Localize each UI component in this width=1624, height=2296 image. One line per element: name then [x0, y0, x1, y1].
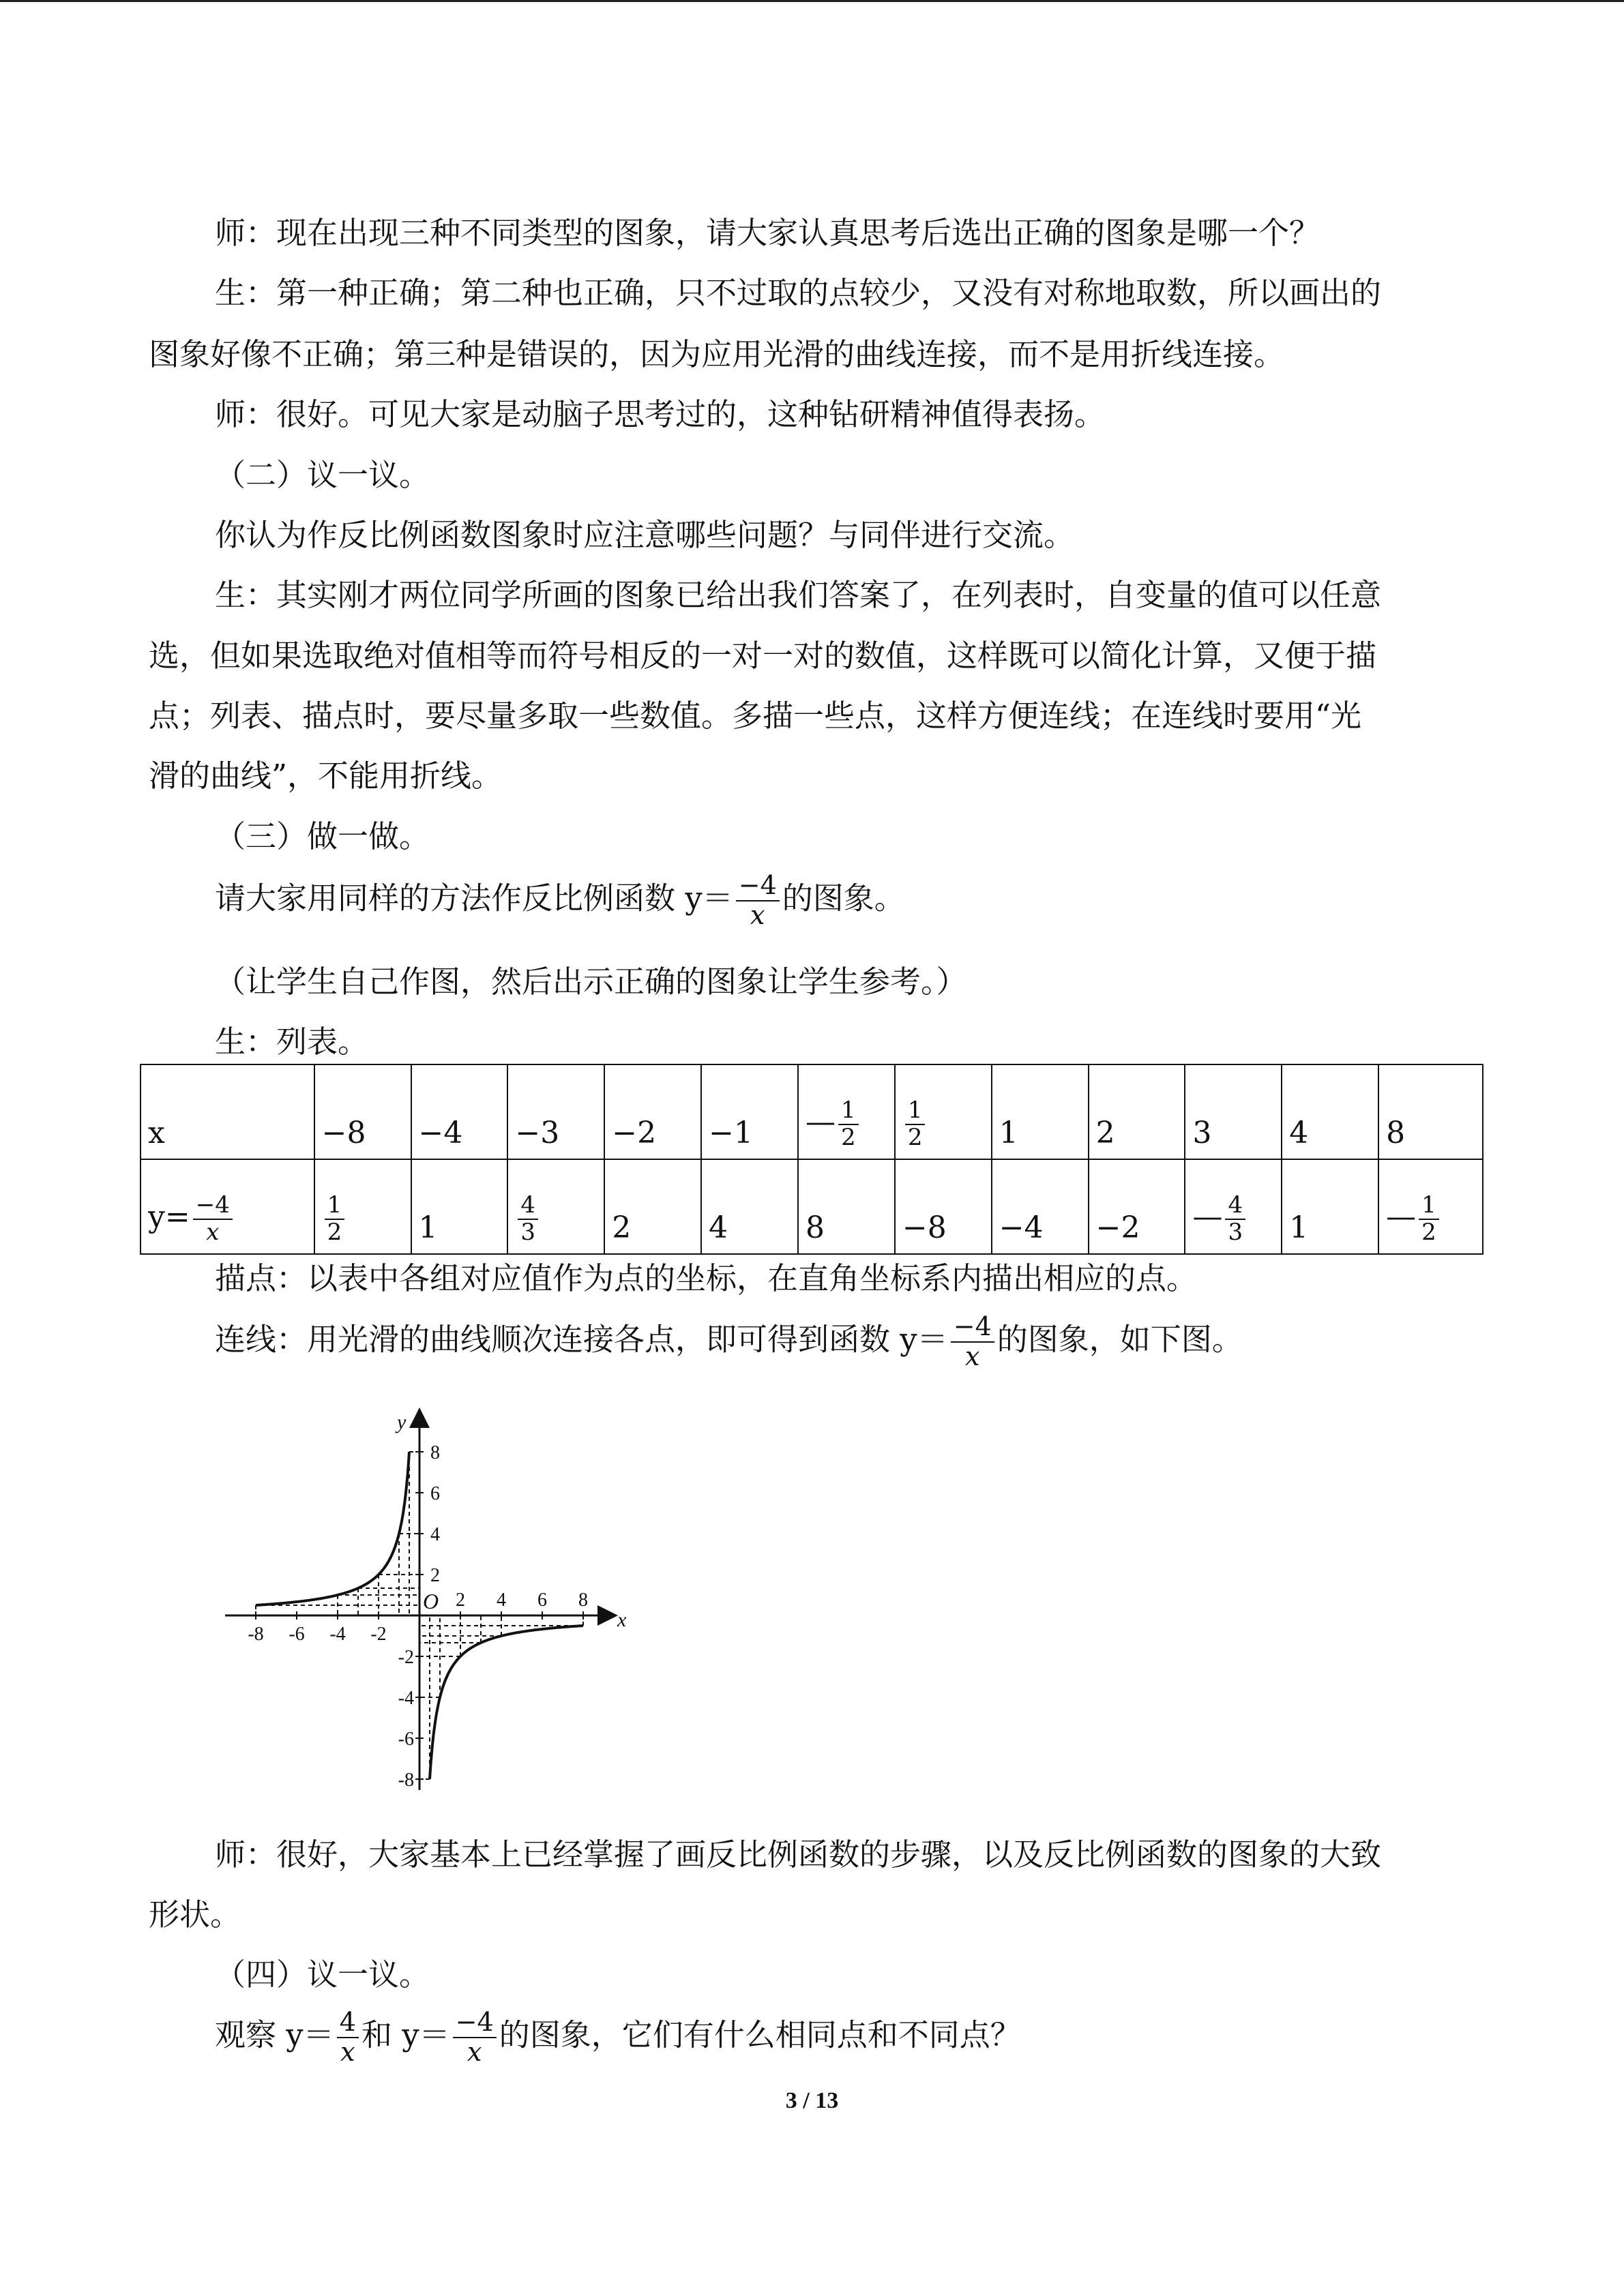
table-cell: −1 — [701, 1064, 798, 1159]
y-tick-label: -6 — [398, 1729, 414, 1750]
table-cell: −2 — [604, 1064, 701, 1159]
fraction-neg4-over-x: $\frac{-4}{x}$ — [951, 1313, 994, 1371]
table-cell: −8 — [314, 1064, 411, 1159]
paragraph-teacher-question: 师：现在出现三种不同类型的图象，请大家认真思考后选出正确的图象是哪一个？ — [215, 215, 1320, 251]
paragraph-student-answer-1: 生：第一种正确；第二种也正确，只不过取的点较少，又没有对称地取数，所以画出的 — [215, 275, 1382, 311]
x-tick-label: -2 — [370, 1624, 387, 1645]
table-cell: −4 — [992, 1159, 1089, 1254]
table-cell: 4 — [701, 1159, 798, 1254]
table-cell-neg-four-thirds: — $\frac{4}{3}$ — [1185, 1159, 1282, 1254]
compare-text-mid: 和 y＝ — [361, 2016, 450, 2053]
hyperbola-graph — [218, 1401, 628, 1804]
table-cell: 4 — [1282, 1064, 1378, 1159]
table-cell-x-label: x — [141, 1064, 314, 1159]
section-heading-2: （二）议一议。 — [215, 457, 430, 493]
connect-text-post: 的图象，如下图。 — [996, 1321, 1243, 1358]
compare-text-post: 的图象，它们有什么相同点和不同点？ — [499, 2016, 1021, 2053]
paragraph-teacher-summary-2: 形状。 — [149, 1896, 241, 1933]
fraction-neg4-over-x: $\frac{-4}{x}$ — [453, 2008, 497, 2067]
y-tick-label: 6 — [430, 1483, 440, 1504]
value-table — [140, 1064, 1483, 1255]
section-heading-4: （四）议一议。 — [215, 1956, 430, 1993]
x-tick-label: -6 — [289, 1624, 305, 1645]
task-text-pre: 请大家用同样的方法作反比例函数 y＝ — [215, 880, 733, 916]
table-cell: 2 — [1089, 1064, 1185, 1159]
table-cell: 2 — [604, 1159, 701, 1254]
table-cell: −4 — [411, 1064, 508, 1159]
y-tick-label: 2 — [430, 1565, 440, 1586]
table-cell: 1 — [1282, 1159, 1378, 1254]
table-cell-four-thirds: $\frac{4}{3}$ — [507, 1159, 604, 1254]
origin-label: O — [423, 1589, 439, 1613]
table-row-x — [141, 1064, 1483, 1159]
table-row-y — [141, 1159, 1483, 1254]
paragraph-connect-line — [215, 1313, 1243, 1371]
table-cell: 8 — [798, 1159, 895, 1254]
compare-text-pre: 观察 y＝ — [215, 2016, 334, 2053]
x-tick-label: 6 — [537, 1590, 547, 1611]
paragraph-discussion-question: 你认为作反比例函数图象时应注意哪些问题？与同伴进行交流。 — [215, 517, 1075, 553]
task-text-post: 的图象。 — [782, 880, 905, 916]
table-cell: −2 — [1089, 1159, 1185, 1254]
y-tick-label: -4 — [398, 1688, 414, 1709]
x-axis-label: x — [617, 1609, 627, 1631]
x-tick-label: -8 — [248, 1624, 264, 1645]
x-tick-label: 4 — [497, 1590, 506, 1611]
y-axis-label: y — [397, 1411, 407, 1433]
hyperbola-branch-upper-left — [256, 1452, 409, 1605]
table-cell: 1 — [992, 1064, 1089, 1159]
section-heading-3: （三）做一做。 — [215, 818, 430, 854]
paragraph-student-answer-2: 图象好像不正确；第三种是错误的，因为应用光滑的曲线连接，而不是用折线连接。 — [149, 336, 1285, 372]
table-cell-neg-half: — $\frac{1}{2}$ — [798, 1064, 895, 1159]
paragraph-list-table: 生：列表。 — [215, 1024, 369, 1060]
hyperbola-branch-lower-right — [430, 1626, 583, 1779]
paragraph-student-discussion-2: 选，但如果选取绝对值相等而符号相反的一对一对的数值，这样既可以简化计算，又便于描 — [149, 638, 1377, 674]
paragraph-student-discussion-3: 点；列表、描点时，要尽量多取一些数值。多描一些点，这样方便连线；在连线时要用“光 — [149, 698, 1362, 734]
x-tick-label: 2 — [456, 1590, 465, 1611]
paragraph-instruction: （让学生自己作图，然后出示正确的图象让学生参考。） — [215, 964, 967, 1000]
table-cell-y-label: y= $\frac{-4}{x}$ — [141, 1159, 314, 1254]
y-tick-label: -8 — [398, 1770, 414, 1791]
top-border — [0, 0, 1624, 2]
table-cell: −8 — [895, 1159, 992, 1254]
page-number: 3 / 13 — [785, 2088, 839, 2113]
table-cell: 3 — [1185, 1064, 1282, 1159]
connect-text-pre: 连线：用光滑的曲线顺次连接各点，即可得到函数 y＝ — [215, 1321, 948, 1358]
table-cell-half: $\frac{1}{2}$ — [314, 1159, 411, 1254]
paragraph-student-discussion-4: 滑的曲线”，不能用折线。 — [149, 758, 503, 794]
paragraph-task — [215, 871, 905, 930]
paragraph-compare — [215, 2008, 1021, 2067]
paragraph-teacher-summary-1: 师：很好，大家基本上已经掌握了画反比例函数的步骤，以及反比例函数的图象的大致 — [215, 1836, 1382, 1873]
y-tick-label: 4 — [430, 1524, 440, 1545]
fraction-neg4-over-x: $\frac{-4}{x}$ — [736, 871, 780, 930]
table-cell: 1 — [411, 1159, 508, 1254]
y-tick-label: 8 — [430, 1442, 440, 1463]
y-tick-label: -2 — [398, 1647, 414, 1668]
table-cell-neg-half: — $\frac{1}{2}$ — [1378, 1159, 1483, 1254]
table-cell: −3 — [507, 1064, 604, 1159]
table-cell: 8 — [1378, 1064, 1483, 1159]
fraction-4-over-x: $\frac{4}{x}$ — [337, 2008, 359, 2067]
x-tick-label: -4 — [329, 1624, 346, 1645]
x-tick-label: 8 — [578, 1590, 588, 1611]
paragraph-plot-points: 描点：以表中各组对应值作为点的坐标，在直角坐标系内描出相应的点。 — [215, 1260, 1198, 1296]
table-cell-half: $\frac{1}{2}$ — [895, 1064, 992, 1159]
paragraph-student-discussion-1: 生：其实刚才两位同学所画的图象已给出我们答案了，在列表时，自变量的值可以任意 — [215, 577, 1382, 613]
paragraph-teacher-praise: 师：很好。可见大家是动脑子思考过的，这种钻研精神值得表扬。 — [215, 396, 1106, 432]
